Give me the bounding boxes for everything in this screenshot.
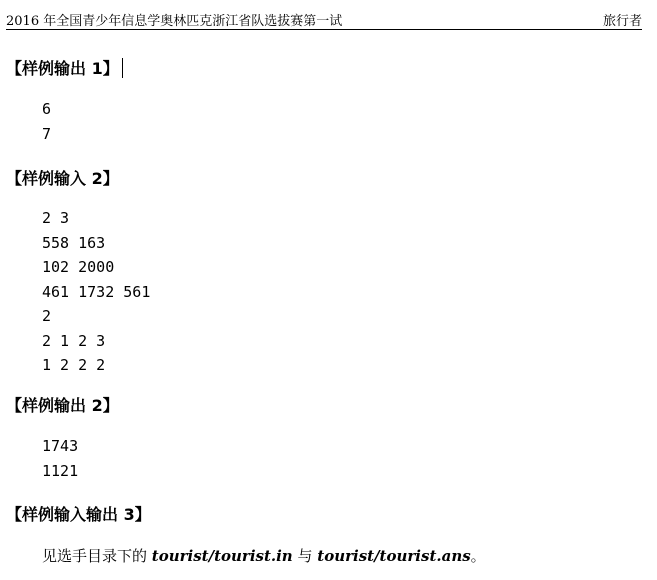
- code-line: 7: [42, 124, 52, 143]
- code-line: 2: [42, 307, 52, 325]
- text-cursor: [122, 58, 123, 78]
- code-line: 2 1 2 3: [42, 331, 106, 350]
- header-contest-title: 2016 年全国青少年信息学奥林匹克浙江省队选拔赛第一试: [6, 14, 343, 29]
- answer-file-path: tourist/tourist.ans: [317, 547, 471, 565]
- page-header: [6, 7, 642, 30]
- code-line: 558 163: [42, 233, 106, 252]
- sample-output-1-title: [6, 58, 123, 79]
- sample-output-2-title: 【样例输出 2】: [6, 396, 119, 415]
- sample-input-2-code: [42, 206, 150, 378]
- description-prefix: 见选手目录下的: [42, 547, 152, 565]
- input-file-path: tourist/tourist.in: [151, 547, 293, 565]
- code-line: 102 2000: [42, 258, 115, 276]
- sample-output-1-code: [42, 97, 51, 146]
- sample-io-3-title: 【样例输入输出 3】: [6, 505, 151, 524]
- code-line: 1121: [42, 461, 79, 480]
- sample-input-2-title: 【样例输入 2】: [6, 169, 119, 188]
- header-problem-name: 旅行者: [602, 14, 642, 29]
- code-line: 1 2 2 2: [42, 356, 106, 374]
- sample-output-1-title-text: 【样例输出 1】: [6, 59, 119, 78]
- code-line: 461 1732 561: [42, 282, 151, 301]
- description-mid: 与: [292, 547, 318, 565]
- code-line: 2 3: [42, 209, 70, 227]
- code-line: 1743: [42, 437, 79, 455]
- sample-io-3-description: [42, 545, 486, 566]
- code-line: 6: [42, 100, 52, 118]
- description-suffix: 。: [470, 547, 486, 565]
- sample-output-2-code: [42, 434, 78, 483]
